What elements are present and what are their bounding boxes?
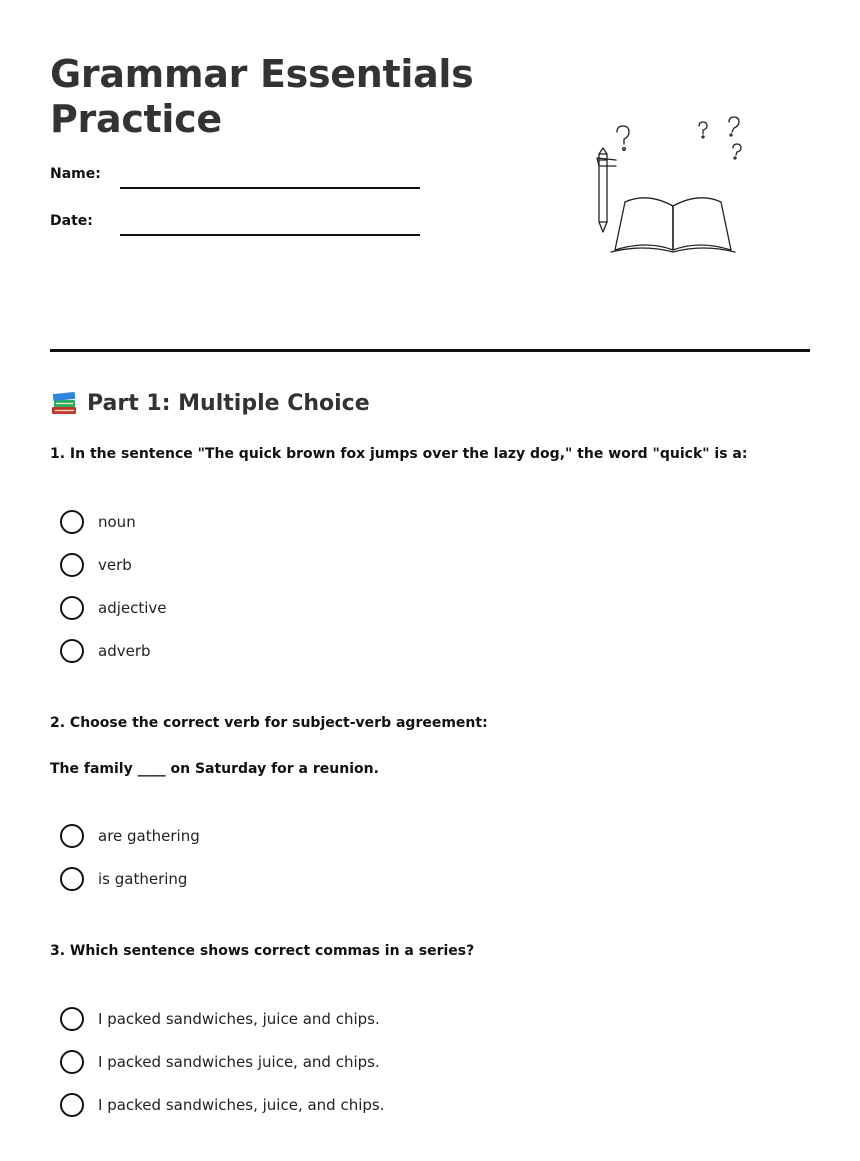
title-line-2: Practice [50,97,222,141]
title-line-1: Grammar Essentials [50,52,474,96]
radio-button[interactable] [60,596,84,620]
date-field-line[interactable] [120,234,420,236]
radio-button[interactable] [60,824,84,848]
name-label: Name: [50,166,101,182]
date-label: Date: [50,213,93,229]
option-label: are gathering [98,827,200,845]
worksheet-title [50,52,473,142]
part1-heading [50,390,370,416]
radio-button[interactable] [60,639,84,663]
option-label: noun [98,513,136,531]
radio-button[interactable] [60,510,84,534]
name-field-line[interactable] [120,187,420,189]
option-label: adverb [98,642,151,660]
question-3-option[interactable] [60,1007,380,1031]
option-label: is gathering [98,870,188,888]
option-label: I packed sandwiches, juice, and chips. [98,1096,385,1114]
question-1-option[interactable] [60,596,167,620]
question-1-option[interactable] [60,553,132,577]
question-3-prompt: 3. Which sentence shows correct commas in a series? [50,943,475,959]
question-2-sentence: The family ____ on Saturday for a reunion. [50,761,379,777]
question-2-option[interactable] [60,867,187,891]
radio-button[interactable] [60,867,84,891]
question-1-prompt: 1. In the sentence "The quick brown fox jumps over the lazy dog," the word "quick" is a: [50,446,748,462]
question-3-option[interactable] [60,1093,385,1117]
radio-button[interactable] [60,1007,84,1031]
option-label: I packed sandwiches juice, and chips. [98,1053,380,1071]
radio-button[interactable] [60,553,84,577]
question-2-option[interactable] [60,824,200,848]
book-pencil-illustration [585,110,755,255]
radio-button[interactable] [60,1093,84,1117]
part1-title: Part 1: Multiple Choice [87,390,370,416]
question-1-option[interactable] [60,639,151,663]
books-icon [50,390,78,416]
question-3-option[interactable] [60,1050,380,1074]
question-1-option[interactable] [60,510,136,534]
book-left-page [615,198,673,250]
question-2-prompt: 2. Choose the correct verb for subject-verb agreement: [50,715,488,731]
option-label: verb [98,556,132,574]
pencil-body [599,154,607,222]
book-right-page [673,198,731,250]
option-label: adjective [98,599,167,617]
option-label: I packed sandwiches, juice and chips. [98,1010,380,1028]
radio-button[interactable] [60,1050,84,1074]
section-divider [50,349,810,352]
